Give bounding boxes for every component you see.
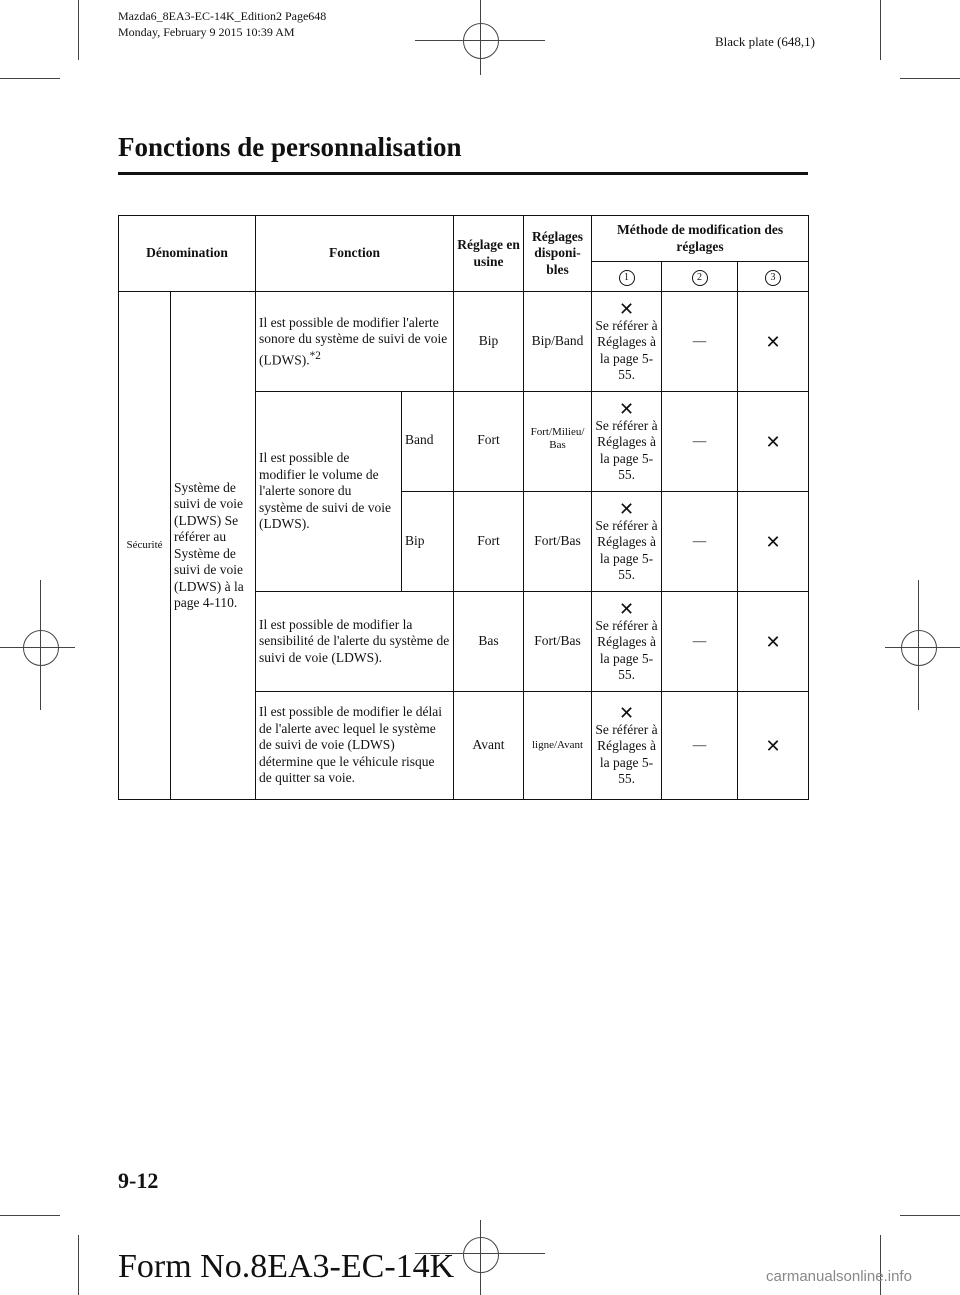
method-2-cell: — xyxy=(662,392,738,492)
page-title: Fonctions de personnalisation xyxy=(118,132,462,162)
method-3-icon: 3 xyxy=(765,270,781,286)
factory-cell: Bip xyxy=(454,292,524,392)
factory-cell: Fort xyxy=(454,392,524,492)
method-3-cell xyxy=(738,292,809,392)
method-2-icon: 2 xyxy=(692,270,708,286)
header-methode: Méthode de modification des réglages xyxy=(592,216,809,262)
page-number: 9-12 xyxy=(118,1168,159,1193)
footnote-marker: *2 xyxy=(309,349,321,362)
function-cell: Il est possible de modifier la sensibilité de l'alerte du système de suivi de voie (LDWS). xyxy=(256,592,454,692)
method-1-cell xyxy=(592,492,662,592)
sub-function-cell: Bip xyxy=(402,492,454,592)
reference-text: Se référer à Réglages à la page 5-55. xyxy=(595,517,658,582)
volume-group-cell: Il est possible de modifier le volume de l'alerte sonore du système de suivi de voie (LDWS). xyxy=(256,392,402,592)
method-1-cell xyxy=(592,692,662,800)
print-header xyxy=(118,8,326,40)
registration-circle-icon xyxy=(901,630,937,666)
crop-mark xyxy=(78,1235,79,1295)
plate-label: Black plate (648,1) xyxy=(715,34,815,49)
table-row xyxy=(119,292,809,392)
function-text: Il est possible de modifier l'alerte sonore du système de suivi de voie (LDWS). xyxy=(259,314,448,367)
cross-icon: ✕ xyxy=(618,398,635,419)
crop-mark xyxy=(900,1215,960,1216)
crop-mark xyxy=(0,78,60,79)
crop-mark xyxy=(900,78,960,79)
cross-icon: ✕ xyxy=(618,598,635,619)
header-reglages-disponibles: Réglages disponi-bles xyxy=(524,216,592,292)
cross-icon: ✕ xyxy=(618,298,635,319)
cross-icon: ✕ xyxy=(765,431,781,452)
available-cell: ligne/Avant xyxy=(524,692,592,800)
available-cell: Bip/Band xyxy=(524,292,592,392)
available-cell: Fort/Milieu/ Bas xyxy=(524,392,592,492)
function-cell: Il est possible de modifier le délai de l'alerte avec lequel le système de suivi de voie (LDWS) détermine que le véhicule risque de quitter sa voie. xyxy=(256,692,454,800)
cross-icon: ✕ xyxy=(765,531,781,552)
cross-icon: ✕ xyxy=(765,735,781,756)
cross-icon: ✕ xyxy=(618,498,635,519)
crop-mark xyxy=(880,0,881,60)
registration-circle-icon xyxy=(463,1237,499,1273)
header-denomination: Dénomination xyxy=(119,216,256,292)
available-cell: Fort/Bas xyxy=(524,592,592,692)
method-1-cell xyxy=(592,392,662,492)
factory-cell: Avant xyxy=(454,692,524,800)
factory-cell: Bas xyxy=(454,592,524,692)
method-2-cell: — xyxy=(662,292,738,392)
registration-circle-icon xyxy=(463,23,499,59)
cross-icon: ✕ xyxy=(618,702,635,723)
method-1-cell xyxy=(592,592,662,692)
method-1-cell xyxy=(592,292,662,392)
factory-cell: Fort xyxy=(454,492,524,592)
print-header-date: Monday, February 9 2015 10:39 AM xyxy=(118,25,295,39)
customization-table xyxy=(118,215,809,800)
title-rule xyxy=(118,172,808,175)
available-cell: Fort/Bas xyxy=(524,492,592,592)
reference-text: Se référer à Réglages à la page 5-55. xyxy=(595,721,658,786)
method-3-cell xyxy=(738,692,809,800)
form-number: Form No.8EA3-EC-14K xyxy=(118,1248,455,1285)
crop-mark xyxy=(0,1215,60,1216)
crop-mark xyxy=(78,0,79,60)
cross-icon: ✕ xyxy=(765,331,781,352)
crop-mark xyxy=(880,1235,881,1295)
method-3-cell xyxy=(738,392,809,492)
reference-text: Se référer à Réglages à la page 5-55. xyxy=(595,317,658,382)
reference-text: Se référer à Réglages à la page 5-55. xyxy=(595,617,658,682)
method-2-cell: — xyxy=(662,692,738,800)
method-3-cell xyxy=(738,592,809,692)
header-fonction: Fonction xyxy=(256,216,454,292)
header-reglage-usine: Réglage en usine xyxy=(454,216,524,292)
reference-text: Se référer à Réglages à la page 5-55. xyxy=(595,417,658,482)
registration-circle-icon xyxy=(23,630,59,666)
category-cell: Sécurité xyxy=(119,292,171,800)
system-cell: Système de suivi de voie (LDWS) Se référer au Système de suivi de voie (LDWS) à la page 4-110. xyxy=(171,292,256,800)
watermark: carmanualsonline.info xyxy=(766,1268,912,1285)
method-3-cell xyxy=(738,492,809,592)
method-2-cell: — xyxy=(662,492,738,592)
sub-function-cell: Band xyxy=(402,392,454,492)
method-1-icon: 1 xyxy=(619,270,635,286)
function-cell xyxy=(256,292,454,392)
method-2-cell: — xyxy=(662,592,738,692)
cross-icon: ✕ xyxy=(765,631,781,652)
print-header-file: Mazda6_8EA3-EC-14K_Edition2 Page648 xyxy=(118,9,327,23)
